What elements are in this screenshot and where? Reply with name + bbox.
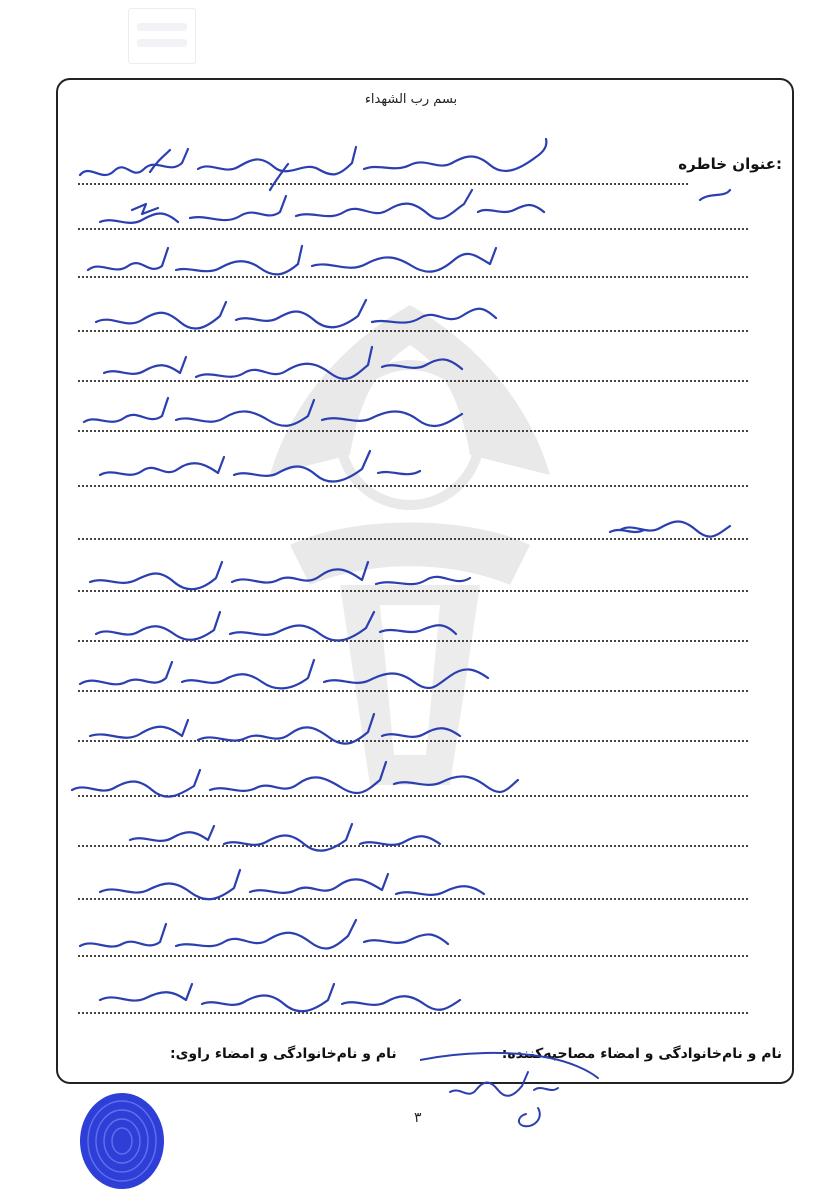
page-heading: بسم رب الشهداء (364, 92, 458, 107)
handwritten-memory-text (60, 130, 780, 1030)
fingerprint (70, 1085, 180, 1191)
handwritten-signature (420, 1040, 610, 1130)
page-number: ۳ (414, 1110, 422, 1126)
interviewer-signature-label: نام و نام‌خانوادگی و امضاء مصاحبه‌کننده: (501, 1046, 782, 1062)
faded-stamp (128, 8, 196, 64)
narrator-signature-label: نام و نام‌خانوادگی و امضاء راوی: (170, 1046, 397, 1062)
memory-title-label: عنوان خاطره: (678, 155, 782, 173)
